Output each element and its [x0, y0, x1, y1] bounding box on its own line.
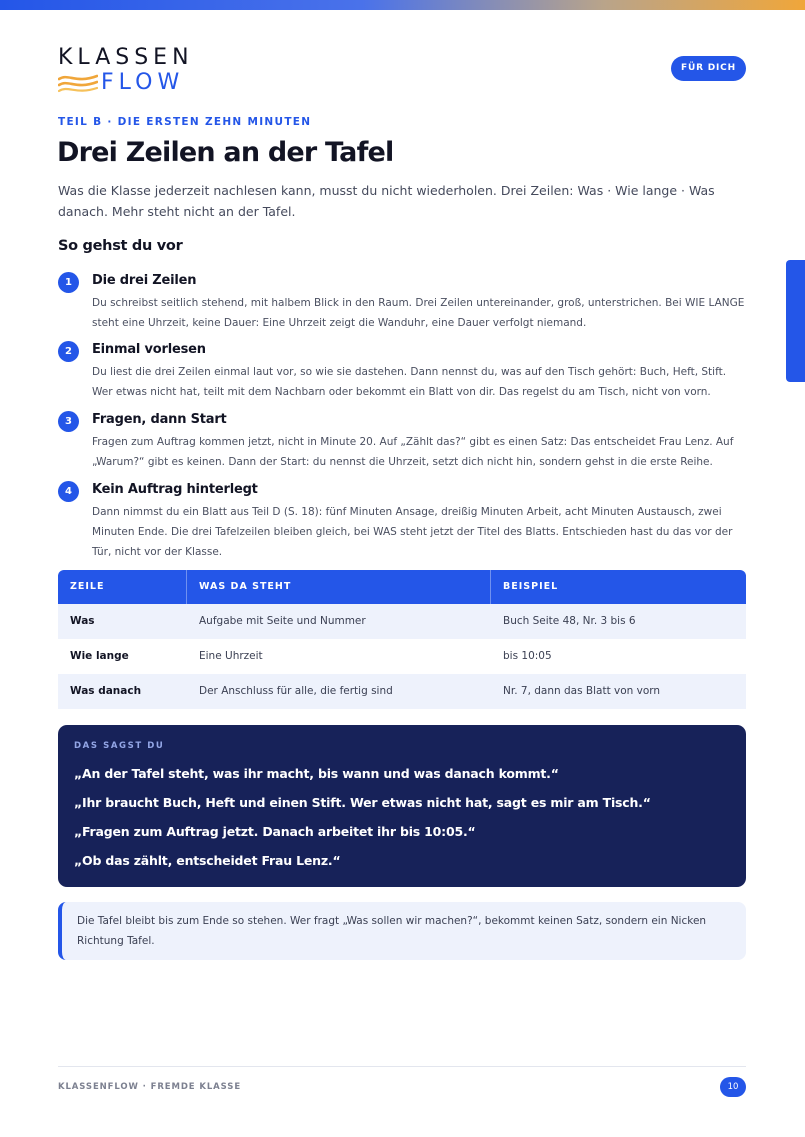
- table-header-cell: ZEILE: [70, 581, 105, 592]
- step-body: Du schreibst seitlich stehend, mit halbem Blick in den Raum. Drei Zeilen untereinander, groß, unterstrichen. Bei WIE LANGE steht eine Uhrzeit, keine Dauer: Eine Uhrzeit zeigt die Wanduhr, eine Dauer verfolgt niemand.: [92, 297, 745, 329]
- step-body: Dann nimmst du ein Blatt aus Teil D (S. 18): fünf Minuten Ansage, dreißig Minuten Arbeit, acht Minuten Austausch, zwei Minuten Ende. Die drei Tafelzeilen bleiben gleich, bei WAS steht jetzt der Titel des Blatts. Entschieden hast du das vor der Tür, nicht vor der Klasse.: [92, 506, 733, 558]
- audience-badge: FÜR DICH: [671, 56, 746, 81]
- step-title: Die drei Zeilen: [92, 273, 197, 288]
- script-line: „Ihr braucht Buch, Heft und einen Stift. Wer etwas nicht hat, sagt es mir am Tisch.“: [74, 795, 651, 810]
- step-number: 3: [58, 411, 79, 432]
- script-line: „An der Tafel steht, was ihr macht, bis wann und was danach kommt.“: [74, 766, 559, 781]
- wave-icon: [58, 73, 98, 93]
- table-row: [58, 639, 746, 674]
- brand-logo: [58, 46, 198, 96]
- table-row: [58, 674, 746, 709]
- tip-note-text: Die Tafel bleibt bis zum Ende so stehen. Wer fragt „Was sollen wir machen?“, bekommt keinen Satz, sondern ein Nicken Richtung Tafel.: [77, 915, 707, 947]
- step-body: Fragen zum Auftrag kommen jetzt, nicht in Minute 20. Auf „Zählt das?“ gibt es einen Satz: Das entscheidet Frau Lenz. Auf „Warum?“ gibt es keinen. Dann der Start: du nennst die Uhrzeit, setzt dich nicht hin, sondern gehst in die erste Reihe.: [92, 436, 734, 468]
- table-cell: Buch Seite 48, Nr. 3 bis 6: [503, 615, 636, 627]
- table-cell: Was: [70, 615, 95, 627]
- footer-divider: [58, 1066, 746, 1067]
- table-header-divider: [186, 570, 187, 604]
- step-title: Einmal vorlesen: [92, 342, 206, 357]
- page-title: Drei Zeilen an der Tafel: [57, 137, 394, 168]
- table-header-cell: WAS DA STEHT: [199, 581, 292, 592]
- top-gradient-bar: [0, 0, 805, 10]
- script-callout: [58, 725, 746, 887]
- step-body: Du liest die drei Zeilen einmal laut vor, so wie sie dastehen. Dann nennst du, was auf den Tisch gehört: Buch, Heft, Stift. Wer etwas nicht hat, teilt mit dem Nachbarn oder bekommt ein Blatt von dir. Das regelst du am Tisch, nicht von vorn.: [92, 366, 727, 398]
- step-title: Kein Auftrag hinterlegt: [92, 482, 258, 497]
- script-line: „Fragen zum Auftrag jetzt. Danach arbeitet ihr bis 10:05.“: [74, 824, 476, 839]
- steps-heading: So gehst du vor: [58, 238, 183, 254]
- section-eyebrow: TEIL B · DIE ERSTEN ZEHN MINUTEN: [58, 116, 312, 128]
- table-header: [58, 570, 746, 604]
- table-cell: bis 10:05: [503, 650, 552, 662]
- logo-text-bottom: FLOW: [101, 70, 185, 95]
- table-cell: Aufgabe mit Seite und Nummer: [199, 615, 366, 627]
- intro-paragraph: Was die Klasse jederzeit nachlesen kann, musst du nicht wiederholen. Drei Zeilen: Was · Wie lange · Was danach. Mehr steht nicht an der Tafel.: [58, 183, 715, 219]
- side-bookmark-tab[interactable]: [786, 260, 805, 382]
- table-cell: Nr. 7, dann das Blatt von vorn: [503, 685, 661, 697]
- table-header-divider: [490, 570, 491, 604]
- step-number: 1: [58, 272, 79, 293]
- tafel-table: [58, 570, 746, 710]
- step-number: 2: [58, 341, 79, 362]
- logo-text-top: KLASSEN: [58, 45, 194, 70]
- table-header-cell: BEISPIEL: [503, 581, 559, 592]
- page-number: 10: [720, 1077, 746, 1097]
- table-cell: Eine Uhrzeit: [199, 650, 263, 662]
- step-number: 4: [58, 481, 79, 502]
- table-row: [58, 604, 746, 639]
- table-cell: Wie lange: [70, 650, 129, 662]
- tip-note: [58, 902, 746, 960]
- script-line: „Ob das zählt, entscheidet Frau Lenz.“: [74, 853, 341, 868]
- step-title: Fragen, dann Start: [92, 412, 227, 427]
- table-cell: Der Anschluss für alle, die fertig sind: [199, 685, 393, 697]
- callout-label: DAS SAGST DU: [74, 741, 165, 751]
- footer-label: KLASSENFLOW · FREMDE KLASSE: [58, 1082, 242, 1092]
- table-cell: Was danach: [70, 685, 142, 697]
